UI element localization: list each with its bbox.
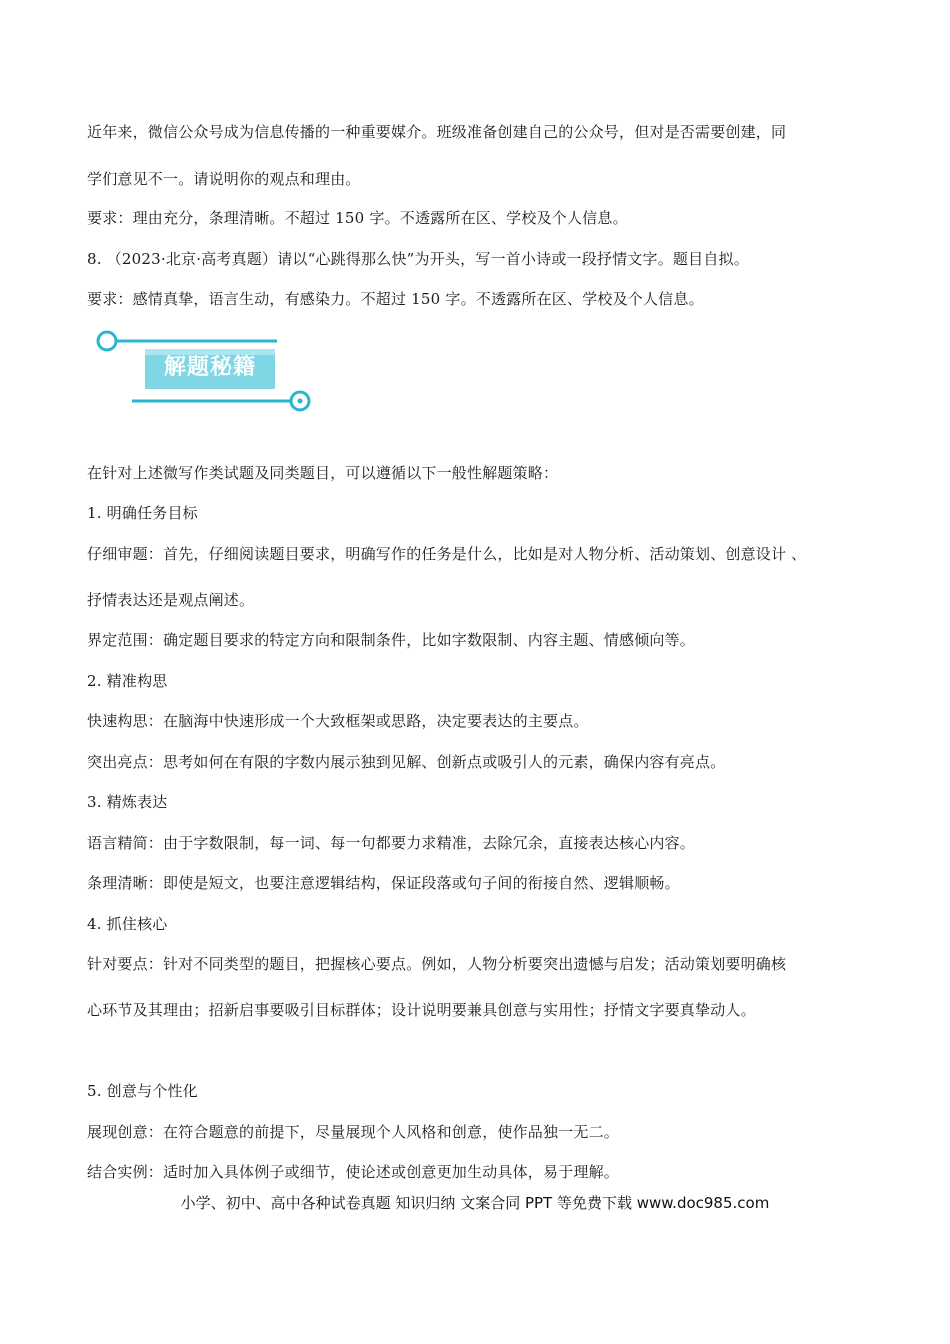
prompt-line: 近年来，微信公众号成为信息传播的一种重要媒介。班级准备创建自己的公众号，但对是否需要创建，同	[87, 123, 787, 141]
step-text: 结合实例：适时加入具体例子或细节，使论述或创意更加生动具体，易于理解。	[87, 1163, 620, 1181]
requirement-line: 要求：理由充分，条理清晰。不超过 150 字。不透露所在区、学校及个人信息。	[87, 209, 628, 227]
footer-banner: 小学、初中、高中各种试卷真题 知识归纳 文案合同 PPT 等免费下载 www.doc985.com	[180, 1194, 770, 1212]
question-8: 8. （2023·北京·高考真题）请以“心跳得那么快”为开头，写一首小诗或一段抒情文字。题目自拟。	[87, 250, 749, 268]
requirement-line: 要求：感情真挚，语言生动，有感染力。不超过 150 字。不透露所在区、学校及个人信息。	[87, 290, 704, 308]
badge-title: 解题秘籍	[163, 355, 256, 380]
step-heading: 5. 创意与个性化	[87, 1082, 198, 1100]
prompt-line: 学们意见不一。请说明你的观点和理由。	[87, 170, 361, 188]
step-text: 针对要点：针对不同类型的题目，把握核心要点。例如，人物分析要突出遗憾与启发；活动策划要明确核	[87, 955, 787, 973]
step-text: 条理清晰：即使是短文，也要注意逻辑结构，保证段落或句子间的衔接自然、逻辑顺畅。	[87, 874, 680, 892]
step-text: 抒情表达还是观点阐述。	[87, 591, 255, 609]
step-text: 快速构思：在脑海中快速形成一个大致框架或思路，决定要表达的主要点。	[87, 712, 589, 730]
section-badge	[95, 325, 315, 415]
step-heading: 2. 精准构思	[87, 672, 168, 690]
intro-line: 在针对上述微写作类试题及同类题目，可以遵循以下一般性解题策略：	[87, 464, 559, 482]
step-text: 界定范围：确定题目要求的特定方向和限制条件，比如字数限制、内容主题、情感倾向等。	[87, 631, 696, 649]
step-heading: 3. 精炼表达	[87, 793, 168, 811]
step-heading: 1. 明确任务目标	[87, 504, 198, 522]
step-text: 仔细审题：首先，仔细阅读题目要求，明确写作的任务是什么，比如是对人物分析、活动策划、创意设计 、	[87, 545, 807, 563]
step-text: 展现创意：在符合题意的前提下，尽量展现个人风格和创意，使作品独一无二。	[87, 1123, 620, 1141]
step-heading: 4. 抓住核心	[87, 915, 168, 933]
step-text: 突出亮点：思考如何在有限的字数内展示独到见解、创新点或吸引人的元素，确保内容有亮点。	[87, 753, 726, 771]
step-text: 语言精简：由于字数限制，每一词、每一句都要力求精准，去除冗余，直接表达核心内容。	[87, 834, 696, 852]
step-text: 心环节及其理由；招新启事要吸引目标群体；设计说明要兼具创意与实用性；抒情文字要真挚动人。	[87, 1001, 756, 1019]
